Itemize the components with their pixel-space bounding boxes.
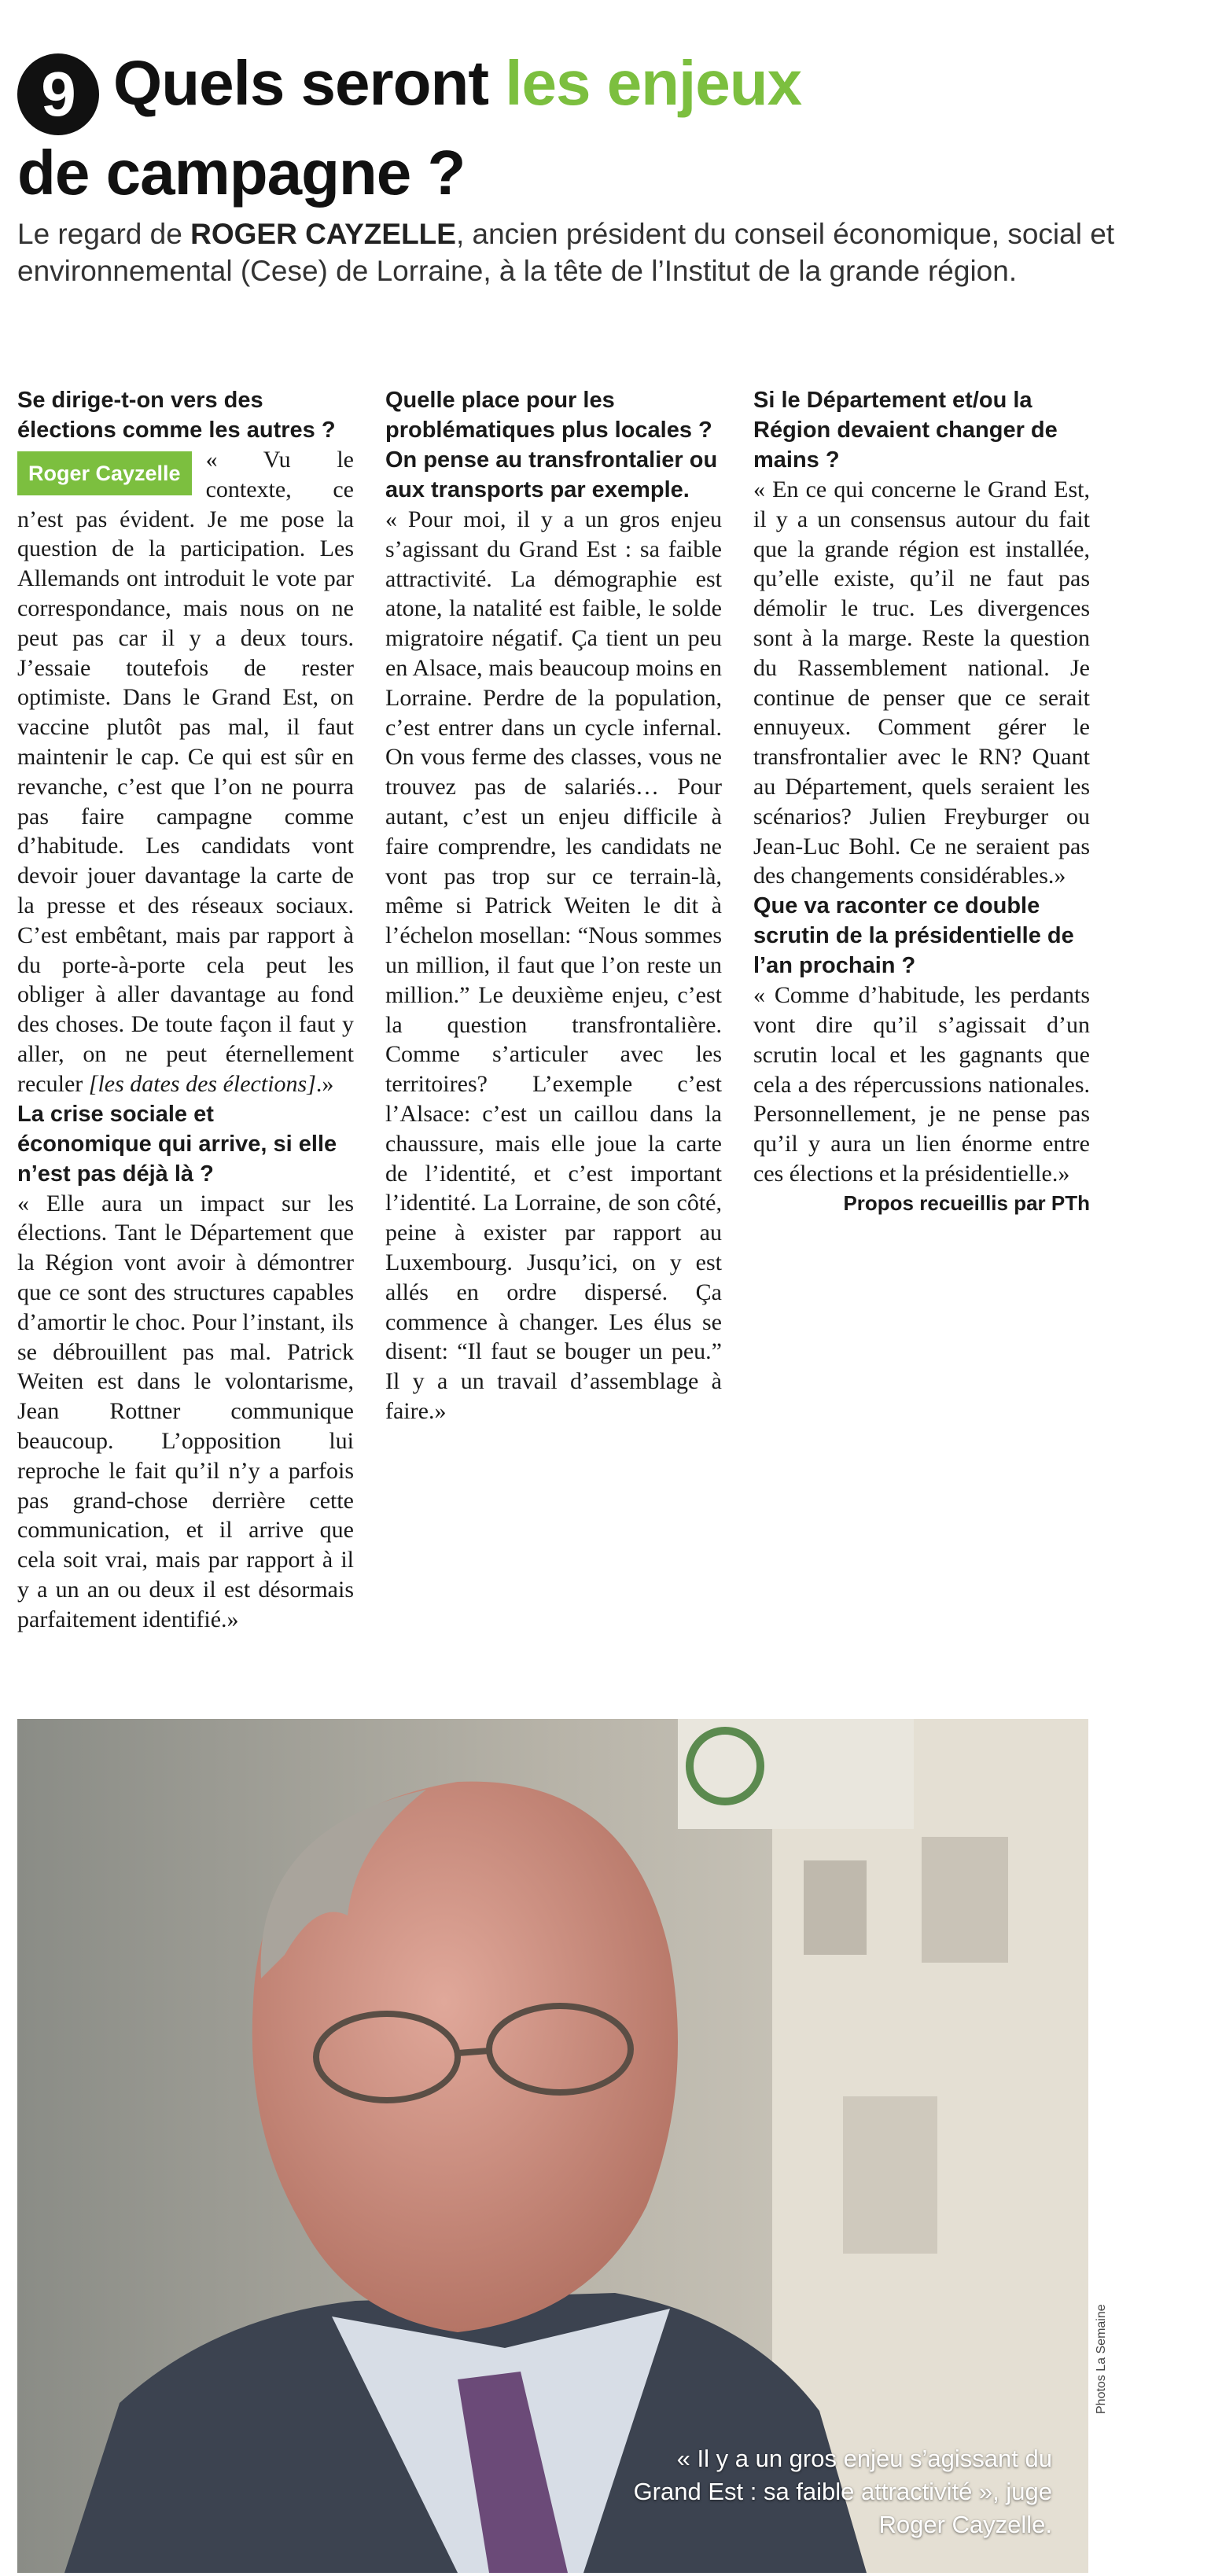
- headline: [17, 46, 1181, 211]
- glasses-bridge: [458, 2051, 489, 2053]
- answer-4: « En ce qui concerne le Grand Est, il y a un consensus autour du fait que la grande région est installée, qu’elle existe, qu’il ne faut pas démolir le truc. Les divergences sont à la marge. Reste la question du Rassemblement national. Je continue de penser que ce serait ennuyeux. Comment gérer le transfrontalier avec le RN? Quant au Département, quels seraient les scénarios? Julien Freyburger ou Jean-Luc Bohl. Ce ne seraient pas des changements considérables.»: [753, 477, 1090, 889]
- photo-caption: « Il y a un gros enjeu s’agissant du Grand Est : sa faible attractivité », juge Roger Cayzelle.: [633, 2445, 1052, 2538]
- intro-paragraph: [17, 215, 1181, 289]
- interview-credit: Propos recueillis par PTh: [843, 1190, 1090, 1215]
- question-4: Si le Département et/ou la Région devaient changer de mains ?: [753, 388, 1058, 473]
- question-3: Quelle place pour les problématiques plus locales ? On pense au transfrontalier ou aux transports par exemple.: [385, 388, 718, 502]
- column-1: [17, 385, 354, 1634]
- headline-part2: de campagne ?: [17, 138, 466, 208]
- question-5: Que va raconter ce double scrutin de la présidentielle de l’an prochain ?: [753, 893, 1074, 979]
- headline-highlight: les enjeux: [505, 48, 802, 118]
- headline-part1: Quels seront: [113, 48, 506, 118]
- building-window-2: [922, 1837, 1008, 1963]
- building-window-3: [843, 2096, 937, 2254]
- section-number-badge: 9: [17, 53, 99, 135]
- answer-3: « Pour moi, il y a un gros enjeu s’agissant du Grand Est : sa faible attractivité. La démographie est atone, la natalité est faible, le solde migratoire négatif. Ça tient un peu en Alsace, mais beaucoup moins en Lorraine. Perdre de la population, c’est entrer dans un cycle infernal. On vous ferme des classes, vous ne trouvez pas de salariés… Pour autant, c’est un enjeu difficile à faire comprendre, les candidats ne vont pas trop sur ce terrain-là, même si Patrick Weiten le dit à l’échelon mosellan: “Nous sommes un million, il faut que l’on reste un million.” Le deuxième enjeu, c’est la question transfrontalière. Comme s’articuler avec les territoires? L’exemple c’est l’Alsace: c’est un caillou dans la chaussure, mais elle joue la carte de l’identité, et c’est important l’identité. La Lorraine, de son côté, peine à exister par rapport au Luxembourg. Jusqu’ici, on y est allés en ordre dispersé. Ça commence à changer. Les élus se disent: “Il faut se bouger un peu.” Il y a un travail d’assemblage à faire.»: [385, 506, 722, 1424]
- answer-5: « Comme d’habitude, les perdants vont dire qu’il s’agissait d’un scrutin local et les gagnants que cela a des répercussions nationales. Personnellement, je ne pense pas qu’il y aura un lien énorme entre ces élections et la présidentielle.»: [753, 982, 1090, 1187]
- answer-1-italic: [les dates des élections]: [88, 1070, 316, 1097]
- answer-1-main: « Vu le contexte, ce n’est pas évident. Je me pose la question de la participation. Les Allemands ont introduit le vote par correspondance, mais nous on ne peut pas car il y a deux tours. J’essaie toutefois de rester optimiste. Dans le Grand Est, on vaccine plutôt pas mal, il faut maintenir le cap. Ce qui est sûr en revanche, c’est que l’on ne pourra pas faire campagne comme d’habitude. Les candidats vont devoir jouer davantage la carte de la presse et des réseaux sociaux. C’est embêtant, mais par rapport à du porte-à-porte cela peut les obliger à aller davantage au fond des choses. De toute façon il faut y aller, on ne peut éternellement reculer: [17, 447, 354, 1097]
- building-window-1: [804, 1860, 867, 1955]
- interviewee-name-tag: Roger Cayzelle: [17, 451, 192, 495]
- question-2: La crise sociale et économique qui arrive, si elle n’est pas déjà là ?: [17, 1101, 337, 1187]
- portrait-photo: [17, 1719, 1088, 2573]
- intro-before: Le regard de: [17, 218, 191, 250]
- answer-2: « Elle aura un impact sur les élections. Tant le Département que la Région vont avoir à démontrer que ce sont des structures capables d’amortir le choc. Pour l’instant, ils se débrouillent pas mal. Patrick Weiten est dans le volontarisme, Jean Rottner communique beaucoup. L’opposition lui reproche le fait qu’il n’y a parfois pas grand-chose derrière cette communication, et il arrive que cela soit vrai, mais par rapport à il y a un an ou deux il est désormais parfaitement identifié.»: [17, 1190, 354, 1632]
- question-1: Se dirige-t-on vers des élections comme les autres ?: [17, 388, 336, 443]
- photo-credit: Photos La Semaine: [1095, 2304, 1108, 2414]
- intro-after: , ancien président du conseil économique, social et environnemental (Cese) de Lorraine, à la tête de l’Institut de la grande région.: [17, 218, 1115, 287]
- intro-name: ROGER CAYZELLE: [190, 218, 456, 250]
- column-3: [753, 385, 1090, 1219]
- answer-1-end: .»: [315, 1070, 334, 1097]
- column-2: [385, 385, 722, 1426]
- answer-1: [17, 445, 354, 1099]
